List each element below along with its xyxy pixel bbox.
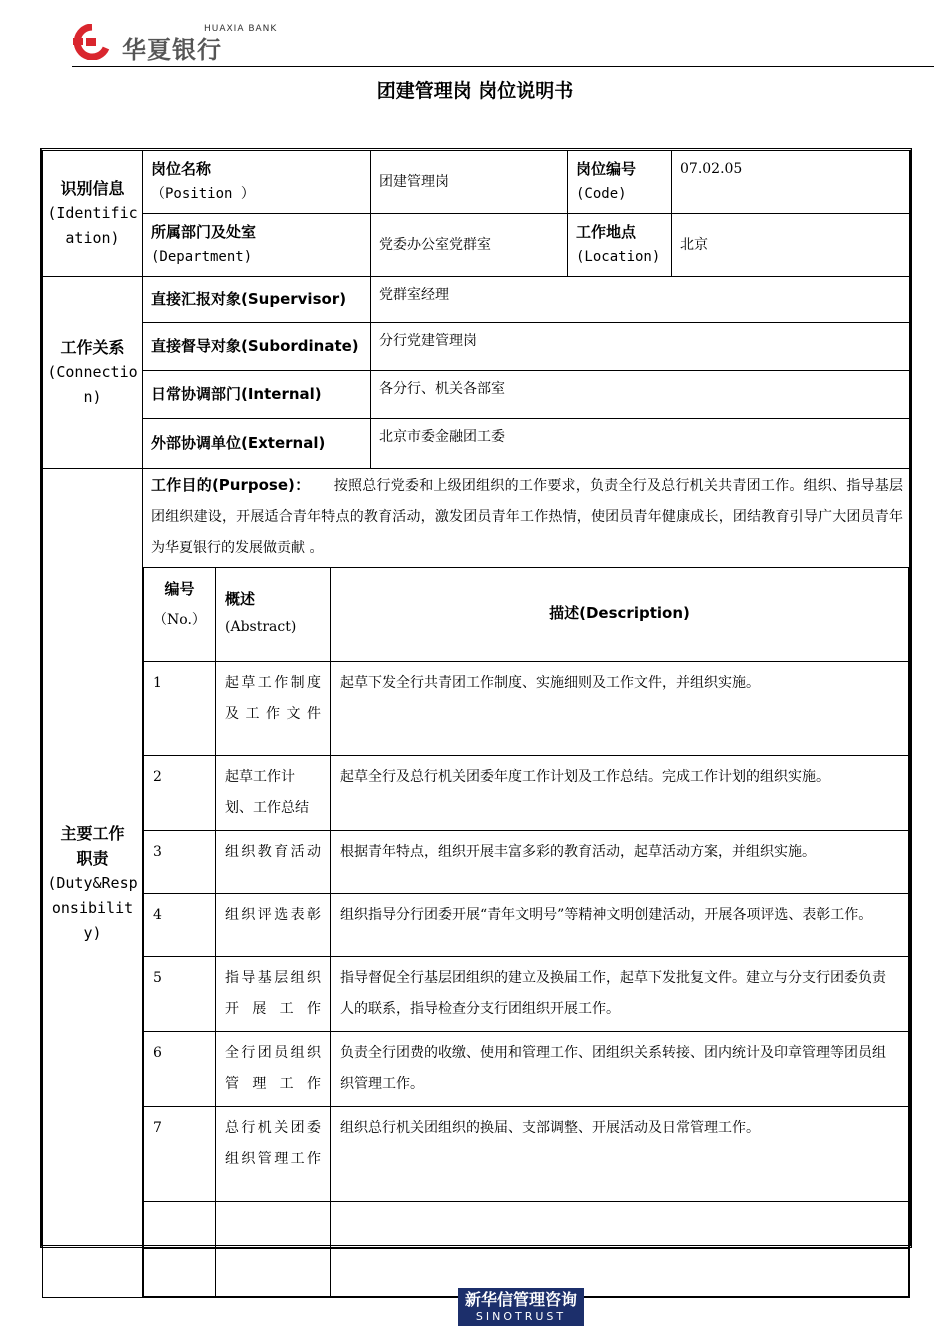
section-subtitle: (Duty&Responsibility) (47, 873, 138, 942)
position-value: 团建管理岗 (371, 151, 568, 214)
footer-brand-en: SINOTRUST (475, 1310, 567, 1323)
duty-row (144, 662, 909, 756)
label-en: (Code) (576, 186, 627, 202)
location-label (568, 214, 672, 277)
duty-desc: 根据青年特点，组织开展丰富多彩的教育活动，起草活动方案，并组织实施。 (331, 831, 909, 894)
section-title: 工作关系 (60, 338, 125, 357)
job-description-table (42, 150, 910, 1298)
external-value: 北京市委金融团工委 (371, 419, 910, 469)
label-cn: 岗位名称 (151, 160, 212, 178)
label-cn: 所属部门及处室 (151, 223, 257, 241)
subordinate-value: 分行党建管理岗 (371, 323, 910, 371)
col-header-en: （No.） (153, 612, 206, 628)
duty-abstract: 组织教育活动 (216, 831, 331, 894)
duty-abstract: 指导基层组织开展工作 (216, 957, 331, 1032)
label-en: (Location) (576, 249, 661, 265)
duty-abstract: 组织评选表彰 (216, 894, 331, 957)
duty-no: 6 (144, 1032, 216, 1107)
duty-no: 1 (144, 662, 216, 756)
section-identification (43, 151, 143, 277)
duty-abstract: 全行团员组织管理工作 (216, 1032, 331, 1107)
external-label: 外部协调单位(External) (143, 419, 371, 469)
department-label (143, 214, 371, 277)
duty-desc: 指导督促全行基层团组织的建立及换届工作，起草下发批复文件。建立与分支行团委负责人的联系，指导检查分支行团组织开展工作。 (331, 957, 909, 1032)
document-title: 团建管理岗 岗位说明书 (376, 80, 574, 102)
internal-value: 各分行、机关各部室 (371, 371, 910, 419)
position-label (143, 151, 371, 214)
sinotrust-logo (458, 1288, 584, 1326)
duty-row (144, 894, 909, 957)
page-header (72, 20, 934, 67)
duty-row (144, 957, 909, 1032)
duties-content (143, 469, 910, 1298)
section-subtitle: (Identification) (47, 204, 138, 247)
department-value: 党委办公室党群室 (371, 214, 568, 277)
internal-label: 日常协调部门(Internal) (143, 371, 371, 419)
subordinate-label: 直接督导对象(Subordinate) (143, 323, 371, 371)
section-subtitle: (Connection) (47, 363, 138, 406)
duty-no: 7 (144, 1107, 216, 1202)
bank-name-en: HUAXIA BANK (204, 24, 278, 34)
code-value: 07.02.05 (672, 151, 910, 214)
duty-row (144, 756, 909, 831)
duty-row (144, 831, 909, 894)
bank-name-cn: 华夏银行 (122, 36, 222, 64)
empty-row (144, 1202, 909, 1249)
duty-row (144, 1032, 909, 1107)
col-header-en: (Abstract) (225, 618, 297, 635)
section-duties (43, 469, 143, 1298)
duty-desc: 组织总行机关团组织的换届、支部调整、开展活动及日常管理工作。 (331, 1107, 909, 1202)
duty-no: 3 (144, 831, 216, 894)
col-desc-header (331, 568, 909, 662)
duties-table (143, 567, 909, 1297)
purpose-label: 工作目的(Purpose)： (151, 476, 311, 494)
duty-abstract: 总行机关团委组织管理工作 (216, 1107, 331, 1202)
duty-no: 2 (144, 756, 216, 831)
section-title: 识别信息 (60, 179, 125, 198)
col-header-cn: 概述 (225, 589, 256, 608)
col-no-header (144, 568, 216, 662)
location-value: 北京 (672, 214, 910, 277)
duty-no: 5 (144, 957, 216, 1032)
supervisor-label: 直接汇报对象(Supervisor) (143, 277, 371, 323)
label-cn: 岗位编号 (576, 160, 637, 178)
col-header-cn: 编号 (164, 580, 195, 598)
duty-abstract: 起草工作计划、工作总结 (216, 756, 331, 831)
col-header-desc: 描述(Description) (549, 604, 690, 622)
footer-brand-cn: 新华信管理咨询 (464, 1290, 577, 1309)
label-en: (Department) (151, 249, 253, 265)
huaxia-bank-logo-icon (72, 24, 112, 60)
duty-desc: 组织指导分行团委开展“青年文明号”等精神文明创建活动，开展各项评选、表彰工作。 (331, 894, 909, 957)
duty-desc: 起草下发全行共青团工作制度、实施细则及工作文件，并组织实施。 (331, 662, 909, 756)
purpose (143, 469, 909, 567)
duty-abstract: 起草工作制度及工作文件 (216, 662, 331, 756)
duty-no: 4 (144, 894, 216, 957)
supervisor-value: 党群室经理 (371, 277, 910, 323)
purpose-text: 按照总行党委和上级团组织的工作要求，负责全行及总行机关共青团工作。组织、指导基层团组织建设，开展适合青年特点的教育活动，激发团员青年工作热情，使团员青年健康成长，团结教育引导广大团员青年为华夏银行的发展做贡献 。 (151, 478, 903, 556)
duty-desc: 负责全行团费的收缴、使用和管理工作、团组织关系转接、团内统计及印章管理等团员组织管理工作。 (331, 1032, 909, 1107)
code-label (568, 151, 672, 214)
col-abstract-header (216, 568, 331, 662)
duty-row (144, 1107, 909, 1202)
section-relations (43, 277, 143, 469)
label-en: （Position ） (151, 186, 255, 202)
section-title: 主要工作职责 (60, 823, 125, 868)
label-cn: 工作地点 (576, 223, 637, 241)
duty-desc: 起草全行及总行机关团委年度工作计划及工作总结。完成工作计划的组织实施。 (331, 756, 909, 831)
